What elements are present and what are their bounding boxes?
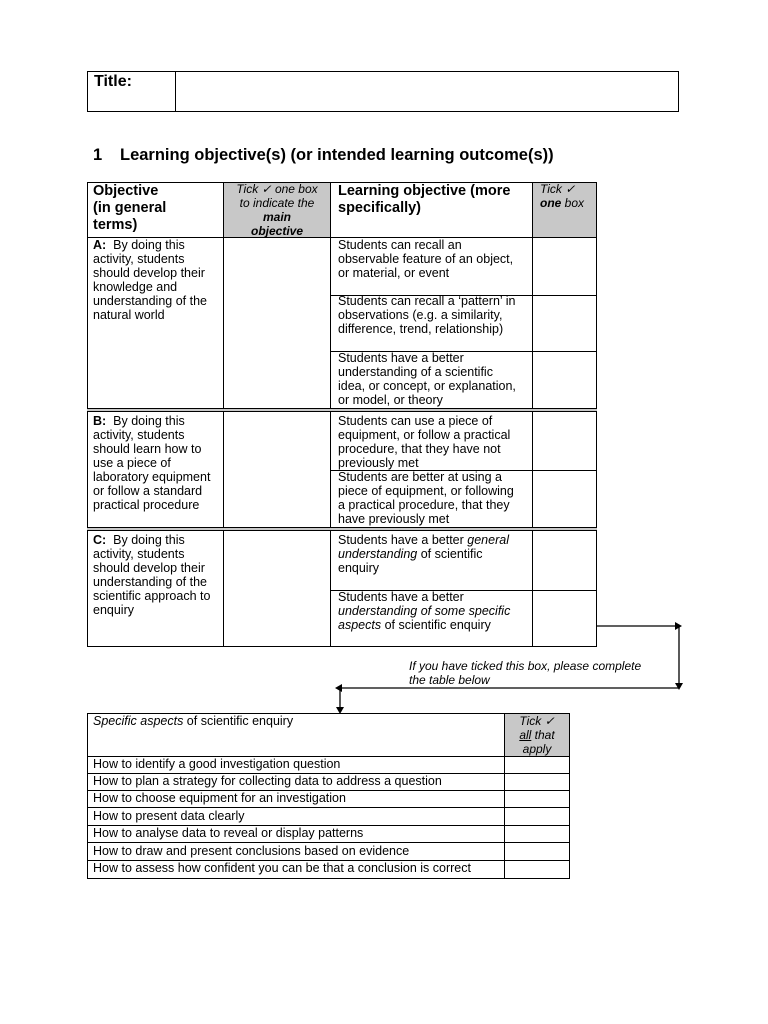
header-tick-one-1: Tick ✓ (540, 182, 576, 196)
objective-b-text-1: By doing this (113, 414, 185, 428)
objective-a-letter: A: (93, 238, 107, 252)
header-objective-3: terms) (93, 217, 138, 233)
aspect-row-6: How to draw and present conclusions based on evidence (93, 844, 410, 858)
outcome-c1-text-a: Students have a better (338, 533, 468, 547)
aspects-header-italic: Specific aspects (93, 714, 184, 728)
outcome-c1-text-b: general (467, 533, 509, 547)
outcome-c1-text-c: understanding (338, 547, 418, 561)
aspect-row-2: How to plan a strategy for collecting data to address a question (93, 774, 442, 788)
title-label: Title: (94, 73, 132, 90)
aspects-tick-3: apply (522, 742, 552, 756)
aspects-line-5 (87, 842, 570, 843)
objective-b-text-6: or follow a standard (93, 484, 203, 498)
outcome-a3-1: Students have a better (338, 351, 464, 365)
objective-c-text-5: scientific approach to (93, 589, 211, 603)
objective-c-text-3: should develop their (93, 561, 205, 575)
objective-a-text-5: understanding of the (93, 294, 207, 308)
header-tick-main-1: Tick ✓ one box (236, 182, 318, 196)
header-tick-main-2: to indicate the (239, 196, 315, 210)
objective-c-text-2: activity, students (93, 547, 185, 561)
objective-b-text-5: laboratory equipment (93, 470, 211, 484)
header-objective-2: (in general (93, 200, 167, 216)
objective-a-text-3: should develop their (93, 266, 205, 280)
aspects-line-3 (87, 807, 570, 808)
aspects-tick-that: that (531, 728, 555, 742)
outcome-a3-2: understanding of a scientific (338, 365, 493, 379)
objective-b-text-7: practical procedure (93, 498, 200, 512)
outcome-b2-1: Students are better at using a (338, 470, 502, 484)
aspects-tick-all: all (519, 728, 532, 742)
aspect-row-4: How to present data clearly (93, 809, 245, 823)
aspect-row-3: How to choose equipment for an investigation (93, 791, 346, 805)
header-tick-one-box: box (561, 196, 585, 210)
objective-b-text-2: activity, students (93, 428, 185, 442)
outcome-b2-4: have previously met (338, 512, 450, 526)
header-tick-one-word: one (540, 196, 562, 210)
outcome-c1-3: enquiry (338, 561, 379, 575)
objective-c-text-1: By doing this (113, 533, 185, 547)
aspect-tick-3[interactable] (506, 791, 568, 806)
objective-c-text-4: understanding of the (93, 575, 207, 589)
outcome-c2-text-d: of scientific enquiry (381, 618, 491, 632)
aspect-tick-5[interactable] (506, 826, 568, 841)
objective-c-letter: C: (93, 533, 107, 547)
outcome-c1-text-d: of scientific (417, 547, 483, 561)
objective-c-text-6: enquiry (93, 603, 134, 617)
objective-b-text-4: use a piece of (93, 456, 171, 470)
outcome-b1-1: Students can use a piece of (338, 414, 493, 428)
aspects-tick-2 (505, 728, 569, 742)
outcome-a2-3: difference, trend, relationship) (338, 322, 504, 336)
aspect-tick-6[interactable] (506, 843, 568, 859)
aspects-header (93, 714, 293, 728)
outcome-a1-1: Students can recall an (338, 238, 462, 252)
outcome-a3-3: idea, or concept, or explanation, (338, 379, 516, 393)
objective-b-text-3: should learn how to (93, 442, 202, 456)
outcome-a2-2: observations (e.g. a similarity, (338, 308, 503, 322)
aspect-tick-7[interactable] (506, 861, 568, 878)
section-heading: Learning objective(s) (or intended learning outcome(s)) (120, 146, 554, 164)
aspects-tick-1: Tick ✓ (519, 714, 555, 728)
aspect-tick-2[interactable] (506, 774, 568, 789)
aspect-tick-4[interactable] (506, 808, 568, 824)
note-line-2: the table below (409, 673, 490, 687)
header-tick-main-4: objective (250, 224, 304, 238)
aspects-header-rest: of scientific enquiry (183, 714, 294, 728)
outcome-b1-4: previously met (338, 456, 419, 470)
outcome-a1-2: observable feature of an object, (338, 252, 514, 266)
header-learning-1: Learning objective (more (338, 183, 511, 199)
outcome-c2-1: Students have a better (338, 590, 464, 604)
aspect-tick-1[interactable] (506, 757, 568, 772)
outcome-a3-4: or model, or theory (338, 393, 443, 407)
outcome-c2-2: understanding of some specific (338, 604, 511, 618)
aspect-row-5: How to analyse data to reveal or display patterns (93, 826, 364, 840)
aspect-row-1: How to identify a good investigation question (93, 757, 341, 771)
header-learning-2: specifically) (338, 200, 422, 216)
note-line-1: If you have ticked this box, please complete (409, 659, 642, 673)
outcome-c2-text-c: aspects (338, 618, 382, 632)
outcome-b1-2: equipment, or follow a practical (338, 428, 511, 442)
outcome-b1-3: procedure, that they have not (338, 442, 501, 456)
objective-a-text-6: natural world (93, 308, 165, 322)
objective-b-letter: B: (93, 414, 107, 428)
objective-a-text-2: activity, students (93, 252, 185, 266)
objective-a-text-1: By doing this (113, 238, 185, 252)
header-objective-1: Objective (93, 183, 159, 199)
outcome-b2-2: piece of equipment, or following (338, 484, 514, 498)
aspect-row-7: How to assess how confident you can be that a conclusion is correct (93, 861, 471, 875)
header-tick-main-3: main (262, 210, 291, 224)
outcome-b2-3: a practical procedure, that they (338, 498, 510, 512)
section-number: 1 (93, 146, 103, 164)
outcome-a1-3: or material, or event (338, 266, 450, 280)
outcome-a2-1: Students can recall a ‘pattern’ in (338, 294, 516, 308)
objective-a-text-4: knowledge and (93, 280, 178, 294)
